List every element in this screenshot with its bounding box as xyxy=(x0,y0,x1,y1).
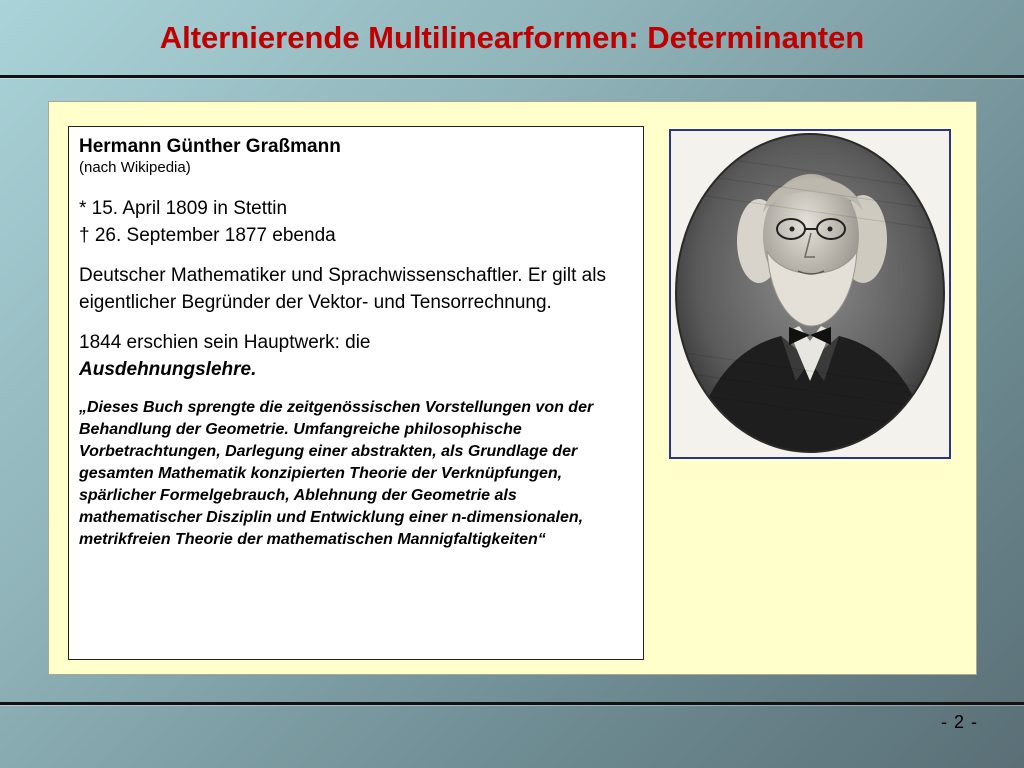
birth-date: * 15. April 1809 in Stettin xyxy=(79,198,288,219)
footer-divider xyxy=(0,702,1024,705)
main-work-paragraph xyxy=(79,329,633,383)
biography-textbox xyxy=(68,126,644,660)
page-number: - 2 - xyxy=(940,712,978,732)
source-note: (nach Wikipedia) xyxy=(79,159,191,176)
portrait-engraving-icon xyxy=(671,131,949,457)
book-quote: „Dieses Buch sprengte die zeitgenössischen Vorstellungen von der Behandlung der Geometrie. Umfangreiche philosophische Vorbetrachtungen, Darlegung einer abstrakten, als Grundlage der gesamten Mathematik konzipierten Theorie der Verknüpfungen, spärlicher Formelgebrauch, Ablehnung der Geometrie als mathematischer Disziplin und Entwicklung einer n-dimensionalen, metrikfreien Theorie der mathematischen Mannigfaltigkeiten“ xyxy=(79,399,594,548)
description-text: Deutscher Mathematiker und Sprachwissenschaftler. Er gilt als eigentlicher Begründer der Vektor- und Tensorrechnung. xyxy=(79,265,606,313)
portrait-image xyxy=(669,129,951,459)
person-name: Hermann Günther Graßmann xyxy=(79,136,341,157)
main-work-title: Ausdehnungslehre. xyxy=(79,359,257,380)
slide-title: Alternierende Multilinearformen: Determinanten xyxy=(159,20,865,55)
main-work-intro: 1844 erschien sein Hauptwerk: die xyxy=(79,332,371,353)
title-divider xyxy=(0,75,1024,78)
death-date: † 26. September 1877 ebenda xyxy=(79,225,336,246)
